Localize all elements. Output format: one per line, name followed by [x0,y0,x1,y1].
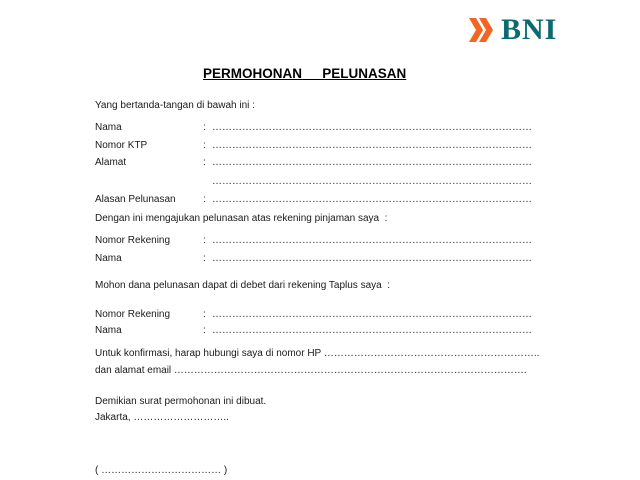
place-date-line: Jakarta, ……………………….. [95,412,229,423]
signature-line: ( ……………………………… ) [95,465,228,476]
fill-line-ktp: …………………………………………………………………………………… [212,140,532,151]
label-alamat: Alamat [95,157,127,168]
colon: : [203,122,206,133]
colon: : [203,309,206,320]
fill-line-rekening: …………………………………………………………………………………… [212,235,532,246]
label-nomor-ktp: Nomor KTP [95,140,148,151]
fill-line-nama: …………………………………………………………………………………… [212,325,532,336]
fill-line-rekening: …………………………………………………………………………………… [212,309,532,320]
fill-line-nama: …………………………………………………………………………………… [212,122,532,133]
colon: : [203,157,206,168]
section3-heading: Mohon dana pelunasan dapat di debet dari rekening Taplus saya : [95,280,391,291]
colon: : [203,140,206,151]
fill-line-alamat: …………………………………………………………………………………… [212,157,532,168]
closing-statement: Demikian surat permohonan ini dibuat. [95,396,267,407]
label-nomor-rekening: Nomor Rekening [95,235,171,246]
label-nomor-rekening: Nomor Rekening [95,309,171,320]
label-nama: Nama [95,122,122,133]
label-nama: Nama [95,253,122,264]
fill-line-alamat-2: …………………………………………………………………………………… [212,176,532,187]
section2-heading: Dengan ini mengajukan pelunasan atas rekening pinjaman saya : [95,213,388,224]
confirm-hp-line: Untuk konfirmasi, harap hubungi saya di nomor HP ……………………………………………………….. [95,348,540,359]
page-title: PERMOHONAN PELUNASAN [203,66,407,81]
colon: : [203,325,206,336]
label-nama: Nama [95,325,122,336]
intro-text: Yang bertanda-tangan di bawah ini : [95,100,255,111]
fill-line-nama: …………………………………………………………………………………… [212,253,532,264]
colon: : [203,253,206,264]
colon: : [203,194,206,205]
fill-line-alasan: …………………………………………………………………………………… [212,194,532,205]
label-alasan: Alasan Pelunasan [95,194,176,205]
bni-logo-icon [467,16,495,44]
bni-logo [467,13,558,46]
colon: : [203,235,206,246]
bni-logo-text: BNI [501,13,558,46]
confirm-email-line: dan alamat email ……………………………………………………………………………………………. [95,365,527,376]
